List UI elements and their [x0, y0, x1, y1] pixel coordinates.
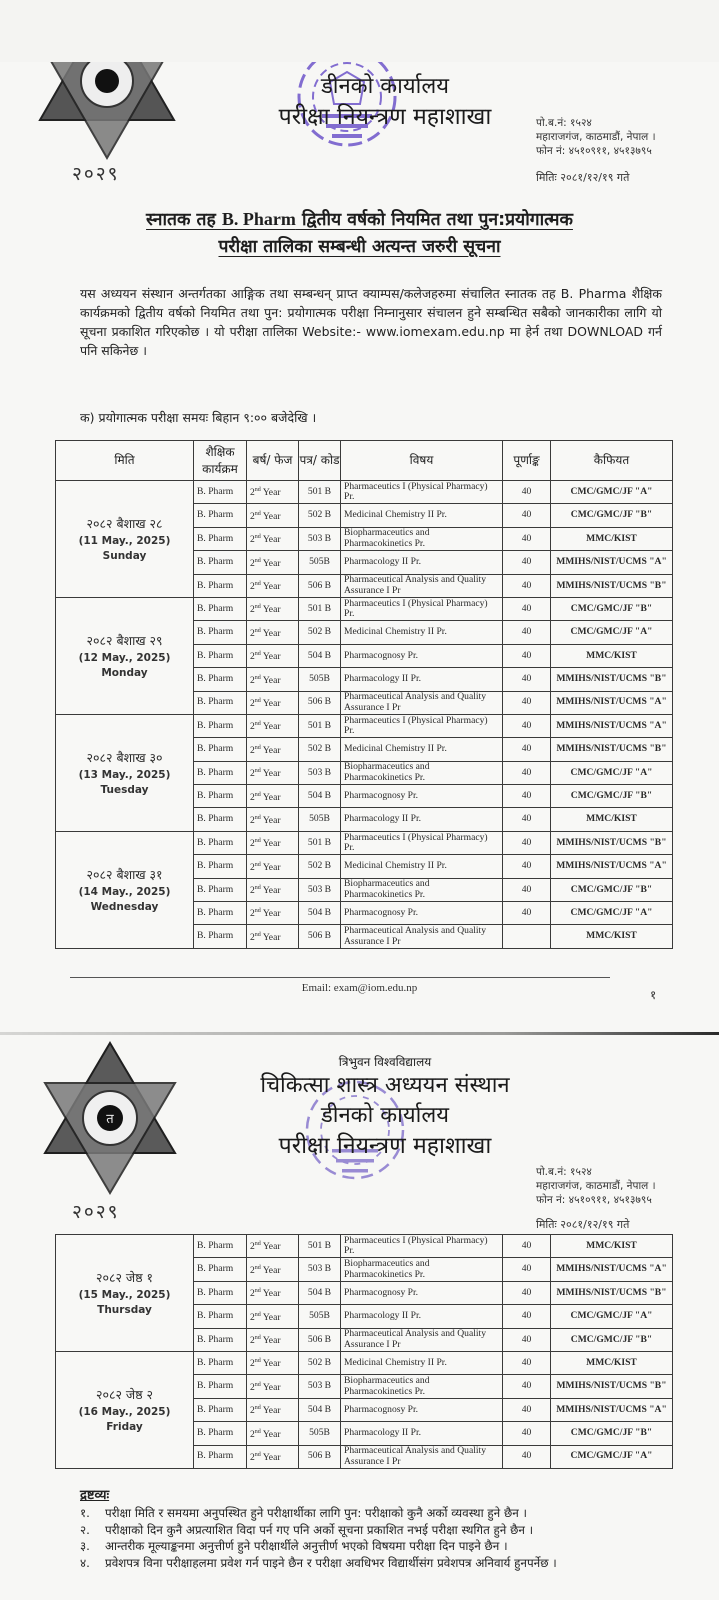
page-number: १ [650, 988, 657, 1002]
remarks-cell: MMIHS/NIST/UCMS "A" [551, 1398, 673, 1421]
remarks-cell: MMIHS/NIST/UCMS "A" [551, 714, 673, 737]
full-marks-cell: 40 [503, 1351, 551, 1374]
letterhead-title [215, 1053, 555, 1161]
program-cell: B. Pharm [194, 1281, 247, 1304]
code-cell: 503 B [299, 878, 341, 901]
program-cell: B. Pharm [194, 504, 247, 527]
year-cell: 2nd Year [247, 691, 299, 714]
remarks-cell: MMIHS/NIST/UCMS "A" [551, 1258, 673, 1281]
remarks-cell: CMC/GMC/JF "B" [551, 878, 673, 901]
code-cell: 501 B [299, 714, 341, 737]
phone: फोन नं: ४५१०९११, ४५१३७९५ [536, 1194, 652, 1206]
subject-cell: Pharmacognosy Pr. [341, 1398, 503, 1421]
iom-emblem-icon [25, 1035, 195, 1203]
code-cell: 505B [299, 1305, 341, 1328]
year-cell: 2nd Year [247, 1258, 299, 1281]
year-cell: 2nd Year [247, 1281, 299, 1304]
year-cell: 2nd Year [247, 597, 299, 620]
address: महाराजगंज, काठमाडौं, नेपाल । [536, 1180, 656, 1192]
code-cell: 503 B [299, 1258, 341, 1281]
subject-cell: Medicinal Chemistry II Pr. [341, 855, 503, 878]
year-cell: 2nd Year [247, 925, 299, 948]
subject-cell: Pharmaceutics I (Physical Pharmacy) Pr. [341, 1235, 503, 1258]
remarks-cell: MMIHS/NIST/UCMS "A" [551, 855, 673, 878]
notes-title: द्रष्टव्यः [80, 1488, 110, 1503]
code-cell: 501 B [299, 597, 341, 620]
subject-cell: Pharmaceutical Analysis and Quality Assurance I Pr [341, 691, 503, 714]
code-cell: 502 B [299, 621, 341, 644]
remarks-cell: MMIHS/NIST/UCMS "A" [551, 691, 673, 714]
table-row [56, 714, 673, 737]
program-cell: B. Pharm [194, 574, 247, 597]
established-year: २०२९ [72, 1201, 120, 1223]
remarks-cell: MMIHS/NIST/UCMS "B" [551, 574, 673, 597]
program-cell: B. Pharm [194, 1398, 247, 1421]
remarks-cell: MMIHS/NIST/UCMS "B" [551, 1375, 673, 1398]
subject-cell: Pharmaceutical Analysis and Quality Assurance I Pr [341, 1328, 503, 1351]
remarks-cell: CMC/GMC/JF "B" [551, 1328, 673, 1351]
subject-cell: Biopharmaceutics and Pharmacokinetics Pr. [341, 1375, 503, 1398]
program-cell: B. Pharm [194, 1235, 247, 1258]
remarks-cell: MMIHS/NIST/UCMS "B" [551, 831, 673, 854]
header-date: मिति [56, 441, 194, 481]
year-cell: 2nd Year [247, 1375, 299, 1398]
remarks-cell: MMC/KIST [551, 527, 673, 550]
remarks-cell: CMC/GMC/JF "A" [551, 902, 673, 925]
subject-cell: Pharmacology II Pr. [341, 1305, 503, 1328]
subject-cell: Pharmaceutical Analysis and Quality Assurance I Pr [341, 925, 503, 948]
program-cell: B. Pharm [194, 1351, 247, 1374]
program-cell: B. Pharm [194, 1375, 247, 1398]
header-year: बर्ष/ फेज [247, 441, 299, 481]
full-marks-cell: 40 [503, 668, 551, 691]
address: महाराजगंज, काठमाडौं, नेपाल । [536, 131, 656, 143]
full-marks-cell: 40 [503, 574, 551, 597]
remarks-cell: CMC/GMC/JF "A" [551, 1305, 673, 1328]
table-row [56, 1351, 673, 1374]
code-cell: 502 B [299, 855, 341, 878]
full-marks-cell: 40 [503, 504, 551, 527]
full-marks-cell: 40 [503, 1305, 551, 1328]
full-marks-cell: 40 [503, 691, 551, 714]
year-cell: 2nd Year [247, 902, 299, 925]
program-cell: B. Pharm [194, 644, 247, 667]
full-marks-cell: 40 [503, 785, 551, 808]
code-cell: 501 B [299, 831, 341, 854]
program-cell: B. Pharm [194, 621, 247, 644]
program-cell: B. Pharm [194, 1422, 247, 1445]
subject-cell: Pharmacology II Pr. [341, 808, 503, 831]
year-cell: 2nd Year [247, 855, 299, 878]
full-marks-cell: 40 [503, 1445, 551, 1468]
year-cell: 2nd Year [247, 527, 299, 550]
date-english: (12 May., 2025) Monday [78, 651, 171, 679]
subject-cell: Biopharmaceutics and Pharmacokinetics Pr. [341, 761, 503, 784]
year-cell: 2nd Year [247, 1445, 299, 1468]
notice-paragraph: यस अध्ययन संस्थान अन्तर्गतका आङ्गिक तथा सम्बन्धन् प्राप्त क्याम्पस/कलेजहरुमा संचालित स्नातक तह B. Pharma शैक्षिक कार्यक्रमको द्वितीय वर्षको नियमित तथा पुन: प्रयोगात्मक परीक्षा निम्नानुसार संचालन हुने सम्बन्धित सबैको जानकारीका लागि यो सूचना प्रकाशित गरिएकोछ । यो परीक्षा तालिका Website:- www.iomexam.edu.np मा हेर्न तथा DOWNLOAD गर्न पनि सकिनेछ । [80, 286, 662, 358]
remarks-cell: MMC/KIST [551, 644, 673, 667]
date-english: (15 May., 2025) Thursday [78, 1288, 171, 1316]
code-cell: 504 B [299, 1281, 341, 1304]
header-code: पत्र/ कोड [299, 441, 341, 481]
date-nepali: २०८२ बैशाख ३१ [86, 866, 163, 882]
office-name: डीनको कार्यालय [321, 74, 449, 99]
date-cell [56, 1351, 194, 1468]
code-cell: 502 B [299, 504, 341, 527]
iom-emblem-icon [22, 62, 192, 166]
date-nepali: २०८२ बैशाख ३० [86, 749, 163, 765]
notice-title [0, 206, 719, 261]
title-part-2: B. Pharm [221, 209, 296, 229]
remarks-cell: MMC/KIST [551, 1235, 673, 1258]
remarks-cell: MMC/KIST [551, 925, 673, 948]
full-marks-cell: 40 [503, 1235, 551, 1258]
year-cell: 2nd Year [247, 668, 299, 691]
subject-cell: Medicinal Chemistry II Pr. [341, 504, 503, 527]
contact-block [536, 116, 656, 158]
footer-email: Email: exam@iom.edu.np [301, 982, 418, 994]
year-cell: 2nd Year [247, 1328, 299, 1351]
subject-cell: Pharmacology II Pr. [341, 551, 503, 574]
division-name: परीक्षा नियन्त्रण महाशाखा [278, 1133, 492, 1159]
code-cell: 506 B [299, 1328, 341, 1351]
year-cell: 2nd Year [247, 785, 299, 808]
program-cell: B. Pharm [194, 691, 247, 714]
university-name: त्रिभुवन विश्वविद्यालय [338, 1055, 432, 1069]
year-cell: 2nd Year [247, 481, 299, 504]
full-marks-cell: 40 [503, 527, 551, 550]
date-english: (16 May., 2025) Friday [78, 1405, 171, 1433]
program-cell: B. Pharm [194, 902, 247, 925]
header-program: शैक्षिक कार्यक्रम [194, 441, 247, 481]
year-cell: 2nd Year [247, 1305, 299, 1328]
subject-cell: Pharmaceutical Analysis and Quality Assurance I Pr [341, 1445, 503, 1468]
subject-cell: Pharmaceutics I (Physical Pharmacy) Pr. [341, 831, 503, 854]
remarks-cell: MMIHS/NIST/UCMS "B" [551, 738, 673, 761]
code-cell: 505B [299, 668, 341, 691]
established-year: २०२९ [72, 163, 120, 185]
table-row [56, 481, 673, 504]
full-marks-cell [503, 925, 551, 948]
remarks-cell: MMC/KIST [551, 808, 673, 831]
letterhead-title [250, 72, 520, 132]
subject-cell: Medicinal Chemistry II Pr. [341, 621, 503, 644]
svg-text:त: त [106, 1112, 114, 1127]
full-marks-cell: 40 [503, 551, 551, 574]
note-item: ४. प्रवेशपत्र विना परीक्षाहलमा प्रवेश गर्न पाइने छैन र परीक्षा अवधिभर विद्यार्थीसंग प्रवेशपत्र अनिवार्य हुनपर्नेछ । [80, 1555, 557, 1570]
subject-cell: Pharmaceutical Analysis and Quality Assurance I Pr [341, 574, 503, 597]
title-line-2: परीक्षा तालिका सम्बन्धी अत्यन्त जरुरी सूचना [218, 237, 501, 257]
full-marks-cell: 40 [503, 808, 551, 831]
notes-section [80, 1487, 680, 1571]
program-cell: B. Pharm [194, 855, 247, 878]
subject-cell: Pharmacognosy Pr. [341, 644, 503, 667]
remarks-cell: CMC/GMC/JF "B" [551, 1422, 673, 1445]
program-cell: B. Pharm [194, 1445, 247, 1468]
code-cell: 505B [299, 1422, 341, 1445]
year-cell: 2nd Year [247, 621, 299, 644]
full-marks-cell: 40 [503, 714, 551, 737]
subject-cell: Pharmacognosy Pr. [341, 785, 503, 808]
full-marks-cell: 40 [503, 831, 551, 854]
subject-cell: Medicinal Chemistry II Pr. [341, 738, 503, 761]
program-cell: B. Pharm [194, 808, 247, 831]
title-part-3: द्वितीय वर्षको नियमित तथा पुन:प्रयोगात्मक [295, 210, 573, 230]
full-marks-cell: 40 [503, 1375, 551, 1398]
subject-cell: Pharmacology II Pr. [341, 668, 503, 691]
table-header-row [56, 441, 673, 481]
subject-cell: Medicinal Chemistry II Pr. [341, 1351, 503, 1374]
year-cell: 2nd Year [247, 644, 299, 667]
date-cell [56, 1235, 194, 1352]
note-item: २. परीक्षाको दिन कुनै अप्रत्याशित विदा पर्न गए पनि अर्को सूचना प्रकाशित नभई परीक्षा स्थगित हुने छैन । [80, 1522, 534, 1537]
footer-rule [70, 977, 610, 978]
exam-schedule-table-continued [55, 1234, 673, 1469]
subject-cell: Biopharmaceutics and Pharmacokinetics Pr. [341, 878, 503, 901]
date-english: (13 May., 2025) Tuesday [78, 768, 171, 796]
date-cell [56, 597, 194, 714]
date-cell [56, 481, 194, 598]
program-cell: B. Pharm [194, 785, 247, 808]
program-cell: B. Pharm [194, 831, 247, 854]
subject-cell: Biopharmaceutics and Pharmacokinetics Pr. [341, 1258, 503, 1281]
code-cell: 501 B [299, 1235, 341, 1258]
year-cell: 2nd Year [247, 574, 299, 597]
code-cell: 503 B [299, 527, 341, 550]
year-cell: 2nd Year [247, 761, 299, 784]
code-cell: 503 B [299, 1375, 341, 1398]
year-cell: 2nd Year [247, 1422, 299, 1445]
notice-page-1 [0, 62, 719, 1032]
full-marks-cell: 40 [503, 1398, 551, 1421]
program-cell: B. Pharm [194, 738, 247, 761]
notice-date: मितिः २०८१/१२/१९ गते [536, 171, 630, 184]
po-box: पो.ब.नं: १५२४ [536, 1166, 592, 1178]
code-cell: 503 B [299, 761, 341, 784]
phone: फोन नं: ४५१०९११, ४५१३७९५ [536, 145, 652, 157]
date-nepali: २०८२ बैशाख २८ [86, 515, 163, 531]
year-cell: 2nd Year [247, 831, 299, 854]
subject-cell: Pharmaceutics I (Physical Pharmacy) Pr. [341, 597, 503, 620]
subject-cell: Pharmacognosy Pr. [341, 1281, 503, 1304]
top-blank-strip [0, 0, 719, 62]
code-cell: 505B [299, 808, 341, 831]
program-cell: B. Pharm [194, 481, 247, 504]
code-cell: 506 B [299, 574, 341, 597]
header-subject: विषय [341, 441, 503, 481]
code-cell: 502 B [299, 1351, 341, 1374]
year-cell: 2nd Year [247, 878, 299, 901]
code-cell: 504 B [299, 1398, 341, 1421]
note-item: १. परीक्षा मिति र समयमा अनुपस्थित हुने परीक्षार्थीका लागि पुन: परीक्षाको कुनै अर्को व्यवस्था हुने छैन । [80, 1506, 527, 1520]
program-cell: B. Pharm [194, 1305, 247, 1328]
code-cell: 506 B [299, 925, 341, 948]
date-cell [56, 714, 194, 831]
subject-cell: Pharmaceutics I (Physical Pharmacy) Pr. [341, 714, 503, 737]
year-cell: 2nd Year [247, 808, 299, 831]
exam-schedule-table [55, 440, 673, 949]
code-cell: 501 B [299, 481, 341, 504]
full-marks-cell: 40 [503, 738, 551, 761]
full-marks-cell: 40 [503, 644, 551, 667]
remarks-cell: MMIHS/NIST/UCMS "A" [551, 551, 673, 574]
program-cell: B. Pharm [194, 878, 247, 901]
program-cell: B. Pharm [194, 925, 247, 948]
remarks-cell: MMC/KIST [551, 1351, 673, 1374]
program-cell: B. Pharm [194, 527, 247, 550]
program-cell: B. Pharm [194, 551, 247, 574]
program-cell: B. Pharm [194, 597, 247, 620]
full-marks-cell: 40 [503, 597, 551, 620]
full-marks-cell: 40 [503, 902, 551, 925]
year-cell: 2nd Year [247, 714, 299, 737]
subject-cell: Pharmacology II Pr. [341, 1422, 503, 1445]
code-cell: 506 B [299, 691, 341, 714]
contact-block [536, 1165, 656, 1207]
code-cell: 504 B [299, 902, 341, 925]
year-cell: 2nd Year [247, 1398, 299, 1421]
subject-cell: Biopharmaceutics and Pharmacokinetics Pr. [341, 527, 503, 550]
notice-date: मितिः २०८१/१२/१९ गते [536, 1218, 630, 1231]
table-row [56, 831, 673, 854]
full-marks-cell: 40 [503, 1258, 551, 1281]
program-cell: B. Pharm [194, 1328, 247, 1351]
office-name: डीनको कार्यालय [321, 1103, 449, 1128]
full-marks-cell: 40 [503, 878, 551, 901]
date-english: (11 May., 2025) Sunday [78, 534, 171, 562]
title-part-1: स्नातक तह [146, 210, 222, 230]
code-cell: 504 B [299, 644, 341, 667]
remarks-cell: CMC/GMC/JF "A" [551, 481, 673, 504]
full-marks-cell: 40 [503, 1328, 551, 1351]
full-marks-cell: 40 [503, 621, 551, 644]
notice-page-2 [0, 1035, 719, 1600]
remarks-cell: CMC/GMC/JF "A" [551, 761, 673, 784]
code-cell: 505B [299, 551, 341, 574]
code-cell: 506 B [299, 1445, 341, 1468]
remarks-cell: CMC/GMC/JF "B" [551, 597, 673, 620]
date-nepali: २०८२ जेष्ठ २ [95, 1386, 154, 1402]
po-box: पो.ब.नं: १५२४ [536, 117, 592, 129]
remarks-cell: CMC/GMC/JF "A" [551, 621, 673, 644]
exam-time: क) प्रयोगात्मक परीक्षा समयः बिहान ९:०० बजेदेखि । [80, 410, 317, 425]
note-item: ३. आन्तरीक मूल्याङ्कनमा अनुत्तीर्ण हुने परीक्षार्थीले अनुत्तीर्ण भएको विषयमा परीक्षा दिन पाइने छैन । [80, 1539, 508, 1553]
date-nepali: २०८२ जेष्ठ १ [95, 1269, 154, 1285]
full-marks-cell: 40 [503, 1422, 551, 1445]
table-row [56, 597, 673, 620]
program-cell: B. Pharm [194, 761, 247, 784]
code-cell: 504 B [299, 785, 341, 808]
remarks-cell: CMC/GMC/JF "A" [551, 1445, 673, 1468]
year-cell: 2nd Year [247, 738, 299, 761]
remarks-cell: MMIHS/NIST/UCMS "B" [551, 1281, 673, 1304]
table-row [56, 1235, 673, 1258]
division-name: परीक्षा नियन्त्रण महाशाखा [278, 104, 492, 130]
header-remarks: कैफियत [551, 441, 673, 481]
year-cell: 2nd Year [247, 1351, 299, 1374]
program-cell: B. Pharm [194, 1258, 247, 1281]
remarks-cell: CMC/GMC/JF "B" [551, 504, 673, 527]
full-marks-cell: 40 [503, 1281, 551, 1304]
remarks-cell: CMC/GMC/JF "B" [551, 785, 673, 808]
full-marks-cell: 40 [503, 761, 551, 784]
institute-name: चिकित्सा शास्त्र अध्ययन संस्थान [260, 1073, 510, 1098]
year-cell: 2nd Year [247, 1235, 299, 1258]
header-full-marks: पूर्णाङ्क [503, 441, 551, 481]
date-cell [56, 831, 194, 948]
year-cell: 2nd Year [247, 551, 299, 574]
year-cell: 2nd Year [247, 504, 299, 527]
full-marks-cell: 40 [503, 855, 551, 878]
subject-cell: Pharmacognosy Pr. [341, 902, 503, 925]
program-cell: B. Pharm [194, 714, 247, 737]
subject-cell: Pharmaceutics I (Physical Pharmacy) Pr. [341, 481, 503, 504]
program-cell: B. Pharm [194, 668, 247, 691]
full-marks-cell: 40 [503, 481, 551, 504]
date-english: (14 May., 2025) Wednesday [78, 885, 171, 913]
remarks-cell: MMIHS/NIST/UCMS "B" [551, 668, 673, 691]
date-nepali: २०८२ बैशाख २९ [86, 632, 163, 648]
code-cell: 502 B [299, 738, 341, 761]
